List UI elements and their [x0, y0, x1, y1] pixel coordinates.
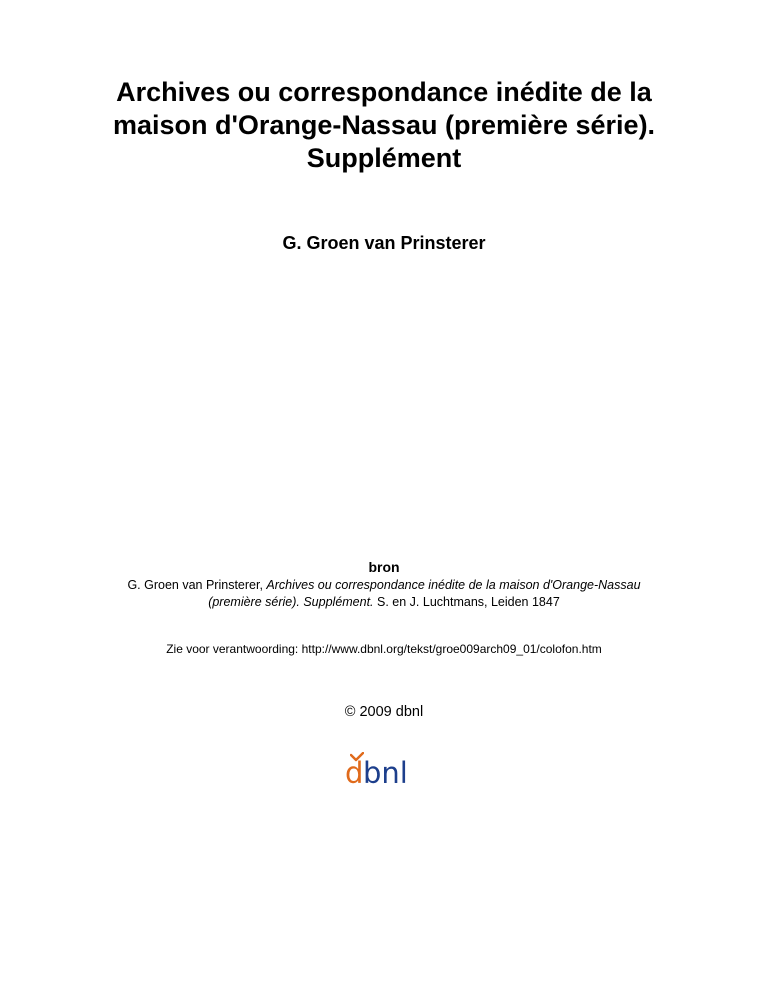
bron-citation-line-1 — [60, 577, 708, 594]
bron-citation-line-2 — [60, 594, 708, 611]
copyright-notice: © 2009 dbnl — [344, 704, 424, 720]
document-author: G. Groen van Prinsterer — [282, 233, 486, 253]
verantwoording-link[interactable]: Zie voor verantwoording: http://www.dbnl.org/tekst/groe009arch09_01/colofon.htm — [166, 642, 602, 656]
logo-letters-bnl: bnl — [363, 756, 408, 790]
bron-title-part-1: Archives ou correspondance inédite de la maison d'Orange-Nassau — [266, 578, 641, 592]
logo-letter-d: d — [345, 756, 364, 790]
document-title — [40, 76, 728, 175]
bron-author: G. Groen van Prinsterer, — [127, 578, 267, 592]
dbnl-logo — [345, 754, 425, 796]
bron-title-part-2: (première série). Supplément. — [208, 595, 374, 609]
title-line-3: Supplément — [306, 143, 462, 173]
bron-heading: bron — [368, 559, 400, 575]
title-line-2: maison d'Orange-Nassau (première série). — [112, 110, 656, 140]
bron-publisher: S. en J. Luchtmans, Leiden 1847 — [373, 595, 560, 609]
title-line-1: Archives ou correspondance inédite de la — [116, 77, 652, 107]
bron-citation — [60, 577, 708, 611]
